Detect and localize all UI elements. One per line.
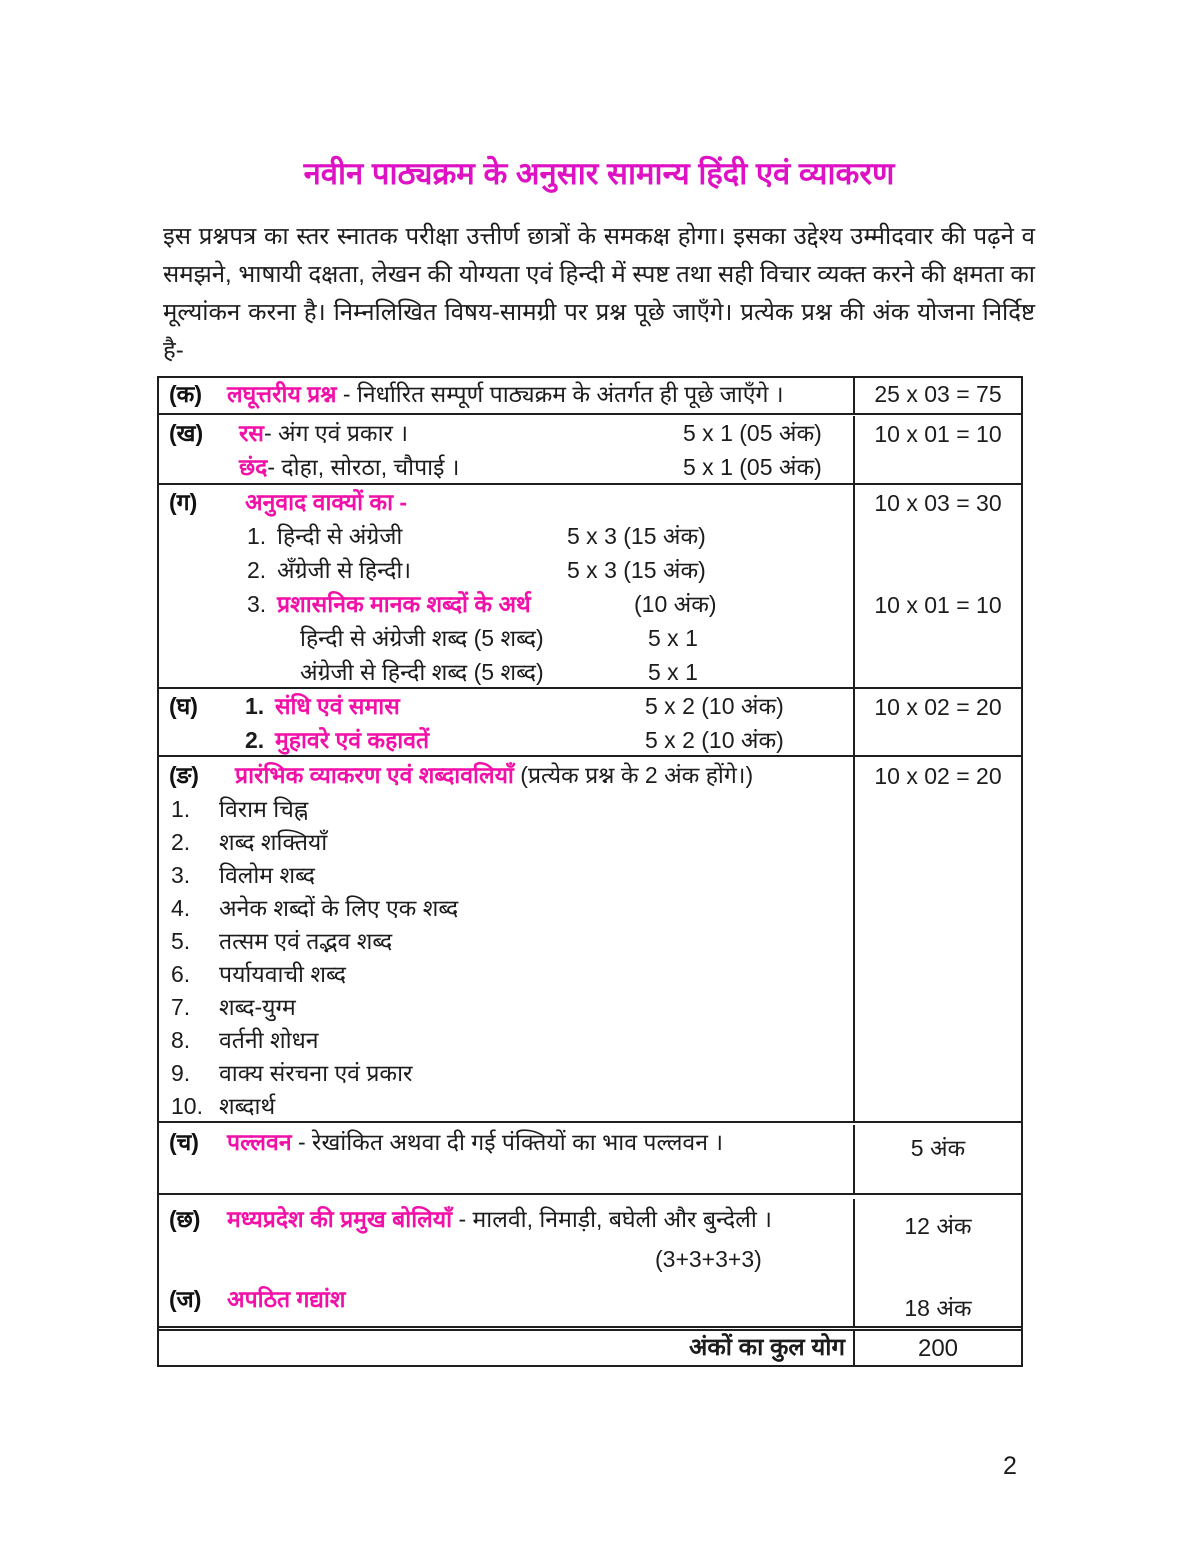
list-item-number: 2. bbox=[171, 829, 191, 855]
marks-value: 18 अंक bbox=[904, 1295, 972, 1321]
item-number: 2. bbox=[247, 557, 267, 583]
marks-value: 10 x 01 = 10 bbox=[874, 421, 1002, 447]
list-item bbox=[169, 958, 853, 991]
list-item bbox=[169, 925, 853, 958]
row-nga bbox=[159, 755, 1021, 1121]
marks-value: 5 अंक bbox=[910, 1135, 966, 1161]
row-ga-marks-cell bbox=[853, 485, 1021, 687]
row-chha-ja-content bbox=[159, 1199, 853, 1326]
row-cha-line bbox=[169, 1125, 853, 1159]
item-text: अँग्रेजी से हिन्दी। bbox=[277, 557, 412, 583]
item-text-pink: प्रशासनिक मानक शब्दों के अर्थ bbox=[277, 591, 531, 617]
list-item bbox=[169, 1024, 853, 1057]
row-ka bbox=[159, 378, 1021, 413]
marks-value: 10 x 02 = 20 bbox=[874, 763, 1002, 789]
row-ka-content bbox=[159, 378, 853, 413]
row-kha-marks-cell bbox=[853, 416, 1021, 483]
row-ga-letter: (ग) bbox=[169, 489, 198, 515]
item-number: 1. bbox=[247, 523, 267, 549]
row-ga-content bbox=[159, 485, 853, 687]
marks-value: 10 x 01 = 10 bbox=[874, 592, 1002, 618]
page-number: 2 bbox=[1003, 1452, 1017, 1480]
list-item-number: 4. bbox=[171, 895, 191, 921]
row-kha-letter: (ख) bbox=[169, 420, 204, 446]
total-label: अंकों का कुल योग bbox=[689, 1334, 845, 1361]
list-item-number: 9. bbox=[171, 1060, 191, 1086]
row-gha-item-1 bbox=[169, 689, 853, 723]
row-ga bbox=[159, 483, 1021, 687]
item-text-pink: संधि एवं समास bbox=[275, 693, 400, 719]
row-ja-line bbox=[169, 1279, 853, 1319]
marks-value: 10 x 03 = 30 bbox=[874, 490, 1002, 516]
list-item-text: विराम चिह्न bbox=[219, 796, 309, 822]
rasa-text: - अंग एवं प्रकार । bbox=[263, 420, 409, 446]
row-chha-text: - मालवी, निमाड़ी, बघेली और बुन्देली । bbox=[452, 1206, 772, 1232]
item-number: 2. bbox=[245, 727, 265, 753]
row-ja-letter: (ज) bbox=[169, 1286, 202, 1312]
list-item-number: 7. bbox=[171, 994, 191, 1020]
row-ga-head bbox=[169, 485, 853, 519]
list-item-text: शब्द-युग्म bbox=[219, 994, 296, 1020]
list-item-number: 1. bbox=[171, 796, 191, 822]
row-cha bbox=[159, 1121, 1021, 1193]
item-mid-value: 5 x 2 (10 अंक) bbox=[645, 693, 784, 719]
row-ga-sub-1 bbox=[169, 621, 853, 655]
row-total bbox=[159, 1326, 1021, 1365]
list-item bbox=[169, 859, 853, 892]
row-total-content bbox=[159, 1331, 853, 1365]
rasa-heading: रस bbox=[239, 420, 264, 446]
item-mid-value: (10 अंक) bbox=[634, 591, 717, 617]
row-nga-head bbox=[169, 757, 853, 793]
item-text-pink: मुहावरे एवं कहावतें bbox=[275, 727, 430, 753]
row-gha-marks-cell bbox=[853, 689, 1021, 755]
list-item-number: 10. bbox=[171, 1093, 203, 1119]
row-ga-item-3 bbox=[169, 587, 853, 621]
row-gha-item-2 bbox=[169, 723, 853, 757]
row-nga-letter: (ङ) bbox=[169, 762, 199, 788]
row-kha-line-rasa bbox=[169, 416, 853, 450]
row-ga-heading: अनुवाद वाक्यों का - bbox=[245, 489, 408, 515]
item-mid-value: 5 x 3 (15 अंक) bbox=[567, 523, 706, 549]
row-gha bbox=[159, 687, 1021, 755]
row-ga-item-2 bbox=[169, 553, 853, 587]
list-item-text: शब्दार्थ bbox=[219, 1093, 276, 1119]
item-number: 1. bbox=[245, 693, 265, 719]
total-value: 200 bbox=[917, 1335, 959, 1362]
list-item-number: 6. bbox=[171, 961, 191, 987]
list-item-number: 8. bbox=[171, 1027, 191, 1053]
chhand-text: - दोहा, सोरठा, चौपाई । bbox=[267, 454, 460, 480]
row-chha-letter: (छ) bbox=[169, 1206, 201, 1232]
row-total-marks-cell bbox=[853, 1331, 1021, 1365]
rasa-mid-value: 5 x 1 (05 अंक) bbox=[683, 420, 822, 446]
row-chha-ja-marks-cell bbox=[853, 1199, 1021, 1326]
item-mid-value: 5 x 2 (10 अंक) bbox=[645, 727, 784, 753]
row-kha bbox=[159, 413, 1021, 483]
marks-value: 12 अंक bbox=[904, 1213, 972, 1239]
row-kha-content bbox=[159, 416, 853, 483]
row-gha-content bbox=[159, 689, 853, 755]
row-nga-heading: प्रारंभिक व्याकरण एवं शब्दावलियाँ bbox=[235, 762, 514, 788]
sub-item-mid-value: 5 x 1 bbox=[648, 659, 698, 685]
row-nga-content bbox=[159, 757, 853, 1121]
row-ka-heading: लघूत्तरीय प्रश्न bbox=[227, 381, 337, 407]
list-item-number: 5. bbox=[171, 928, 191, 954]
row-cha-heading: पल्लवन bbox=[227, 1129, 292, 1155]
intro-paragraph: इस प्रश्नपत्र का स्तर स्नातक परीक्षा उत्तीर्ण छात्रों के समकक्ष होगा। इसका उद्देश्य उम्मीदवार की पढ़ने व समझने, भाषायी दक्षता, लेखन की योग्यता एवं हिन्दी में स्पष्ट तथा सही विचार व्यक्त करने की क्षमता का मूल्यांकन करना है। निम्नलिखित विषय-सामग्री पर प्रश्न पूछे जाएँगे। प्रत्येक प्रश्न की अंक योजना निर्दिष्ट है- bbox=[163, 223, 1035, 364]
row-ka-text: - निर्धारित सम्पूर्ण पाठ्यक्रम के अंतर्गत ही पूछे जाएँगे । bbox=[336, 381, 784, 407]
list-item bbox=[169, 1057, 853, 1090]
list-item-text: विलोम शब्द bbox=[219, 862, 315, 888]
list-item bbox=[169, 1090, 853, 1123]
item-number: 3. bbox=[247, 591, 267, 617]
page-title: नवीन पाठ्यक्रम के अनुसार सामान्य हिंदी एवं व्याकरण bbox=[303, 156, 895, 191]
list-item-number: 3. bbox=[171, 862, 191, 888]
row-cha-letter: (च) bbox=[169, 1129, 199, 1155]
marks-breakup: (3+3+3+3) bbox=[655, 1246, 762, 1272]
row-chha-ja bbox=[159, 1193, 1021, 1326]
row-cha-text: - रेखांकित अथवा दी गई पंक्तियों का भाव पल्लवन । bbox=[291, 1129, 724, 1155]
row-cha-marks-cell bbox=[853, 1125, 1021, 1193]
row-ka-marks-cell bbox=[853, 378, 1021, 413]
list-item-text: वाक्य संरचना एवं प्रकार bbox=[219, 1060, 413, 1086]
item-mid-value: 5 x 3 (15 अंक) bbox=[567, 557, 706, 583]
row-nga-marks-cell bbox=[853, 757, 1021, 1121]
row-chha-line bbox=[169, 1199, 853, 1239]
list-item-text: शब्द शक्तियाँ bbox=[219, 829, 328, 855]
row-chha-heading: मध्यप्रदेश की प्रमुख बोलियाँ bbox=[227, 1206, 453, 1232]
sub-item-mid-value: 5 x 1 bbox=[648, 625, 698, 651]
row-ka-letter: (क) bbox=[169, 381, 202, 407]
item-text: हिन्दी से अंग्रेजी bbox=[277, 523, 403, 549]
list-item bbox=[169, 991, 853, 1024]
list-item-text: अनेक शब्दों के लिए एक शब्द bbox=[219, 895, 459, 921]
content-area bbox=[163, 152, 1035, 1367]
list-item bbox=[169, 826, 853, 859]
row-ja-heading: अपठित गद्यांश bbox=[227, 1286, 346, 1312]
row-ga-sub-2 bbox=[169, 655, 853, 689]
list-item bbox=[169, 793, 853, 826]
chhand-mid-value: 5 x 1 (05 अंक) bbox=[683, 454, 822, 480]
chhand-heading: छंद bbox=[239, 454, 268, 480]
list-item bbox=[169, 892, 853, 925]
list-item-text: वर्तनी शोधन bbox=[219, 1027, 319, 1053]
marks-value: 10 x 02 = 20 bbox=[874, 694, 1002, 720]
syllabus-table bbox=[157, 376, 1023, 1367]
row-cha-content bbox=[159, 1125, 853, 1193]
row-gha-letter: (घ) bbox=[169, 693, 198, 719]
list-item-text: तत्सम एवं तद्भव शब्द bbox=[219, 928, 393, 954]
row-kha-line-chhand bbox=[169, 450, 853, 484]
marks-value: 25 x 03 = 75 bbox=[874, 381, 1002, 407]
row-nga-head-note: (प्रत्येक प्रश्न के 2 अंक होंगे।) bbox=[513, 762, 754, 788]
row-ka-line bbox=[169, 378, 853, 411]
row-chha-breakup-line bbox=[169, 1239, 853, 1279]
row-ga-item-1 bbox=[169, 519, 853, 553]
list-item-text: पर्यायवाची शब्द bbox=[219, 961, 346, 987]
sub-item-text: हिन्दी से अंग्रेजी शब्द (5 शब्द) bbox=[300, 625, 544, 651]
sub-item-text: अंग्रेजी से हिन्दी शब्द (5 शब्द) bbox=[300, 659, 544, 685]
